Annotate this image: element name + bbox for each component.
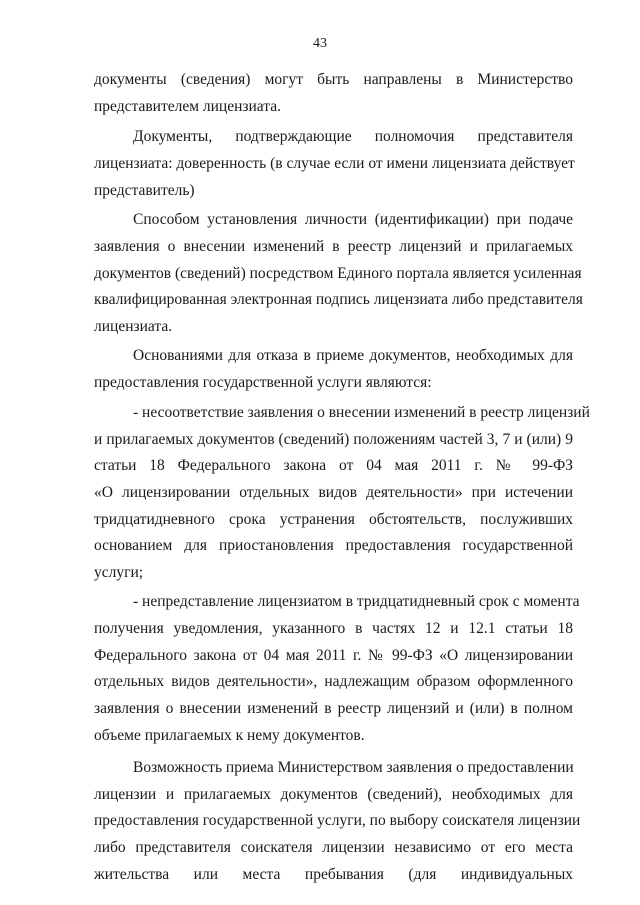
text-line: документов (сведений) посредством Единого портала является усиленная <box>94 265 582 282</box>
text-line: тридцатидневного срока устранения обстоятельств, послуживших <box>94 511 573 528</box>
text-line: заявления о внесении изменений в реестр лицензий и (или) в полном <box>94 700 573 717</box>
text-line: предоставления государственной услуги являются: <box>94 374 432 391</box>
text-line: представитель) <box>94 182 195 199</box>
text-line: объеме прилагаемых к нему документов. <box>94 727 365 744</box>
text-line: отдельных видов деятельности», надлежащим образом оформленного <box>94 673 573 690</box>
text-line: лицензиата: доверенность (в случае если от имени лицензиата действует <box>94 155 575 172</box>
text-line: и прилагаемых документов (сведений) положениям частей 3, 7 и (или) 9 <box>94 431 573 448</box>
text-line: предоставления государственной услуги, по выбору соискателя лицензии <box>94 812 581 829</box>
text-line: Документы, подтверждающие полномочия представителя <box>133 128 573 145</box>
text-line: получения уведомления, указанного в частях 12 и 12.1 статьи 18 <box>94 620 573 637</box>
text-line: услуги; <box>94 564 144 581</box>
text-line: заявления о внесении изменений в реестр лицензий и прилагаемых <box>94 238 573 255</box>
text-line: - непредставление лицензиатом в тридцатидневный срок с момента <box>133 593 580 610</box>
text-line: Федерального закона от 04 мая 2011 г. № 99-ФЗ «О лицензировании <box>94 647 573 664</box>
text-line: лицензиата. <box>94 318 173 335</box>
text-line: лицензии и прилагаемых документов (сведений), необходимых для <box>94 786 573 803</box>
text-line: «О лицензировании отдельных видов деятельности» при истечении <box>94 484 573 501</box>
text-line: жительства или места пребывания (для индивидуальных <box>94 866 573 883</box>
text-line: документы (сведения) могут быть направлены в Министерство <box>94 71 573 88</box>
text-line: основанием для приостановления предоставления государственной <box>94 537 573 554</box>
text-line: Возможность приема Министерством заявления о предоставлении <box>133 759 574 776</box>
text-line: Основаниями для отказа в приеме документов, необходимых для <box>133 347 573 364</box>
text-line: - несоответствие заявления о внесении изменений в реестр лицензий <box>133 404 590 421</box>
text-line: Способом установления личности (идентификации) при подаче <box>133 211 573 228</box>
page-number: 43 <box>313 36 327 51</box>
text-line: представителем лицензиата. <box>94 98 282 115</box>
text-line: квалифицированная электронная подпись лицензиата либо представителя <box>94 291 583 308</box>
text-line: статьи 18 Федерального закона от 04 мая 2011 г. № 99-ФЗ <box>94 457 573 474</box>
text-line: либо представителя соискателя лицензии независимо от его места <box>94 839 573 856</box>
